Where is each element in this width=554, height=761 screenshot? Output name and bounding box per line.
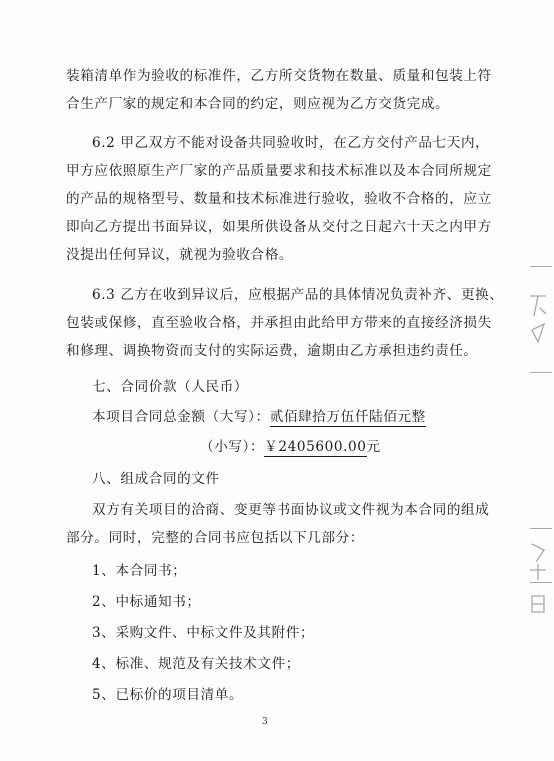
- page-number: 3: [262, 717, 268, 727]
- seal-fragment-icon: [526, 540, 550, 620]
- para-6-2-line-3: 的产品的规格型号、数量和技术标准进行验收，验收不合格的，应立: [66, 191, 492, 207]
- seal-edge-mark: [530, 266, 552, 267]
- para-6-2-line-5: 没提出任何异议，就视为验收合格。: [66, 247, 294, 263]
- para-6-3-line-3: 和修理、调换物资而支付的实际运费，逾期由乙方承担违约责任。: [66, 343, 478, 359]
- total-amount-upper-label: 本项目合同总金额（大写）：: [92, 409, 270, 425]
- contract-document-item: 2、中标通知书；: [92, 594, 201, 610]
- contract-document-item: 4、标准、规范及有关技术文件；: [92, 656, 300, 672]
- contract-document-item: 3、采购文件、中标文件及其附件；: [92, 625, 315, 641]
- section-8-heading: 八、组成合同的文件: [92, 471, 220, 487]
- para-6-3-line-2: 包装或保修，直至验收合格，并承担由此给甲方带来的直接经济损失: [66, 315, 492, 331]
- para-6-2-line-2: 甲方应依照原生产厂家的产品质量要求和技术标准以及本合同所规定: [66, 163, 492, 179]
- total-amount-lower-row: [200, 438, 554, 456]
- para-6-1-line-1: 装箱清单作为验收的标准件，乙方所交货物在数量、质量和包装上符: [66, 68, 492, 84]
- para-6-3-line-1: 6.3 乙方在收到异议后，应根据产品的具体情况负责补齐、更换、: [92, 287, 504, 303]
- seal-edge-mark: [530, 372, 552, 373]
- section-8-intro-line-1: 双方有关项目的洽商、变更等书面协议或文件视为本合同的组成: [92, 502, 490, 518]
- para-6-1-line-2: 合生产厂家的规定和本合同的约定，则应视为乙方交货完成。: [66, 96, 450, 112]
- seal-edge-mark: [530, 528, 552, 529]
- seal-fragment-icon: [526, 290, 550, 350]
- currency-unit: 元: [366, 439, 381, 455]
- para-6-2-line-1: 6.2 甲乙双方不能对设备共同验收时，在乙方交付产品七天内，: [92, 135, 490, 151]
- total-amount-lower-value: ￥2405600.00: [264, 439, 367, 455]
- para-6-2-line-4: 即向乙方提出书面异议，如果所供设备从交付之日起六十天之内甲方: [66, 219, 492, 235]
- section-8-intro-line-2: 部分。同时，完整的合同书应包括以下几部分：: [66, 530, 365, 546]
- total-amount-upper-value: 贰佰肆拾万伍仟陆佰元整: [269, 409, 426, 425]
- total-amount-lower-label: （小写）：: [200, 439, 265, 455]
- total-amount-upper-row: [92, 408, 554, 426]
- section-7-heading: 七、合同价款（人民币）: [92, 379, 249, 395]
- contract-document-item: 5、已标价的项目清单。: [92, 687, 244, 703]
- contract-document-item: 1、本合同书；: [92, 563, 187, 579]
